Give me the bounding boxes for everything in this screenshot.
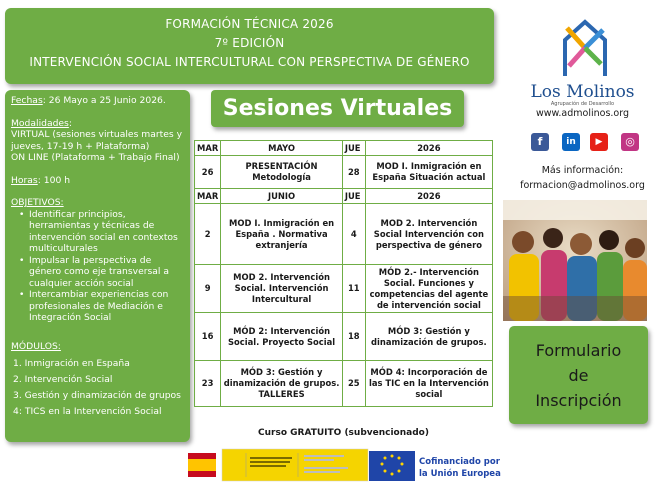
weekday-header: JUE (342, 141, 365, 156)
session-cell: PRESENTACIÓN Metodología (221, 156, 343, 189)
sessions-title: Sesiones Virtuales (211, 90, 464, 127)
weekday-header: MAR (195, 189, 221, 204)
session-cell: MÓD 3: Gestión y dinamización de grupos. TALLERES (221, 361, 343, 407)
contact-info (500, 163, 665, 193)
modulos-list (11, 356, 185, 420)
session-cell: MÓD 4: Incorporación de las TIC en la Intervención social (365, 361, 492, 407)
modalidades-heading: Modalidades: (11, 117, 72, 129)
eu-text-line2: la Unión Europea (419, 469, 501, 479)
eu-text-line1: Cofinanciado por (419, 457, 500, 467)
spanish-government-logo (186, 449, 368, 481)
list-item: • Impulsar la perspectiva de género como eje transversal a cualquier acción social (19, 255, 185, 290)
funding-logos (186, 447, 506, 487)
table-row (195, 204, 493, 265)
weekday-header: JUE (342, 189, 365, 204)
day-cell: 16 (195, 313, 221, 361)
day-cell: 4 (342, 204, 365, 265)
session-cell: MOD 2. Intervención Social. Intervención Intercultural (221, 265, 343, 313)
website-link[interactable]: www.admolinos.org (535, 108, 630, 119)
table-header-row (195, 141, 493, 156)
list-item: • Intercambiar experiencias con profesionales de Mediación e Integración Social (19, 289, 185, 324)
registration-form-button[interactable] (509, 326, 648, 424)
windmill-icon (555, 18, 625, 78)
session-cell: MOD 2. Intervención Social Intervención con perspectiva de género (365, 204, 492, 265)
day-cell: 2 (195, 204, 221, 265)
day-cell: 28 (342, 156, 365, 189)
list-item: 4: TICS en la Intervención Social (13, 406, 162, 417)
table-row (195, 265, 493, 313)
month-header: MAYO (221, 141, 343, 156)
course-header-edition: 7º EDICIÓN (214, 36, 285, 50)
course-header-line1: FORMACIÓN TÉCNICA 2026 (165, 17, 334, 31)
month-header: JUNIO (221, 189, 343, 204)
form-button-line2: de (568, 366, 589, 385)
day-cell: 9 (195, 265, 221, 313)
course-header-title: INTERVENCIÓN SOCIAL INTERCULTURAL CON PERSPECTIVA DE GÉNERO (29, 55, 470, 69)
day-cell: 11 (342, 265, 365, 313)
course-info-panel (5, 90, 190, 442)
day-cell: 18 (342, 313, 365, 361)
day-cell: 26 (195, 156, 221, 189)
modalidad-virtual: VIRTUAL (sesiones virtuales martes y jueves, 17-19 h + Plataforma) (11, 129, 183, 152)
org-name: Los Molinos (530, 82, 635, 102)
table-row (195, 313, 493, 361)
day-cell: 25 (342, 361, 365, 407)
linkedin-icon[interactable]: in (562, 133, 580, 151)
schedule-table (194, 140, 493, 407)
table-header-row (195, 189, 493, 204)
weekday-header: MAR (195, 141, 221, 156)
session-cell: MÓD 2.- Intervención Social. Funciones y competencias del agente de intervención social (365, 265, 492, 313)
objetivos-list (11, 209, 185, 324)
free-course-note: Curso GRATUITO (subvencionado) (258, 428, 429, 438)
facebook-icon[interactable]: f (531, 133, 549, 151)
table-row (195, 361, 493, 407)
contact-email[interactable]: formacion@admolinos.org (520, 180, 645, 191)
eu-flag-icon (369, 451, 415, 481)
list-item: 1. Inmigración en España (13, 358, 130, 369)
course-header (5, 8, 494, 84)
org-tagline: Agrupación de Desarrollo (550, 101, 615, 107)
modulos-heading: MÓDULOS: (11, 340, 61, 352)
table-row (195, 156, 493, 189)
instagram-icon[interactable]: ◎ (621, 133, 639, 151)
form-button-line3: Inscripción (535, 391, 622, 410)
year-header: 2026 (365, 141, 492, 156)
list-item: 2. Intervención Social (13, 374, 113, 385)
los-molinos-logo (555, 18, 625, 78)
session-cell: MOD I. Inmigración en España Situación actual (365, 156, 492, 189)
year-header: 2026 (365, 189, 492, 204)
day-cell: 23 (195, 361, 221, 407)
social-links (531, 133, 651, 153)
youtube-icon[interactable]: ▶ (590, 133, 608, 151)
modalidad-online: ON LINE (Plataforma + Trabajo Final) (11, 152, 180, 163)
hours-line: Horas: 100 h (11, 174, 71, 186)
list-item: 3. Gestión y dinamización de grupos (13, 390, 181, 401)
session-cell: MÓD 3: Gestión y dinamización de grupos. (365, 313, 492, 361)
dates-line: Fechas: 26 Mayo a 25 Junio 2026. (11, 95, 166, 106)
list-item: • Identificar principios, herramientas y técnicas de intervención social en contextos multiculturales (19, 209, 185, 255)
group-photo (503, 200, 647, 321)
more-info-label: Más información: (541, 165, 624, 176)
form-button-line1: Formulario (535, 341, 622, 360)
session-cell: MÓD 2: Intervención Social. Proyecto Social (221, 313, 343, 361)
objetivos-heading: OBJETIVOS: (11, 197, 64, 208)
session-cell: MOD I. Inmigración en España . Normativa extranjería (221, 204, 343, 265)
